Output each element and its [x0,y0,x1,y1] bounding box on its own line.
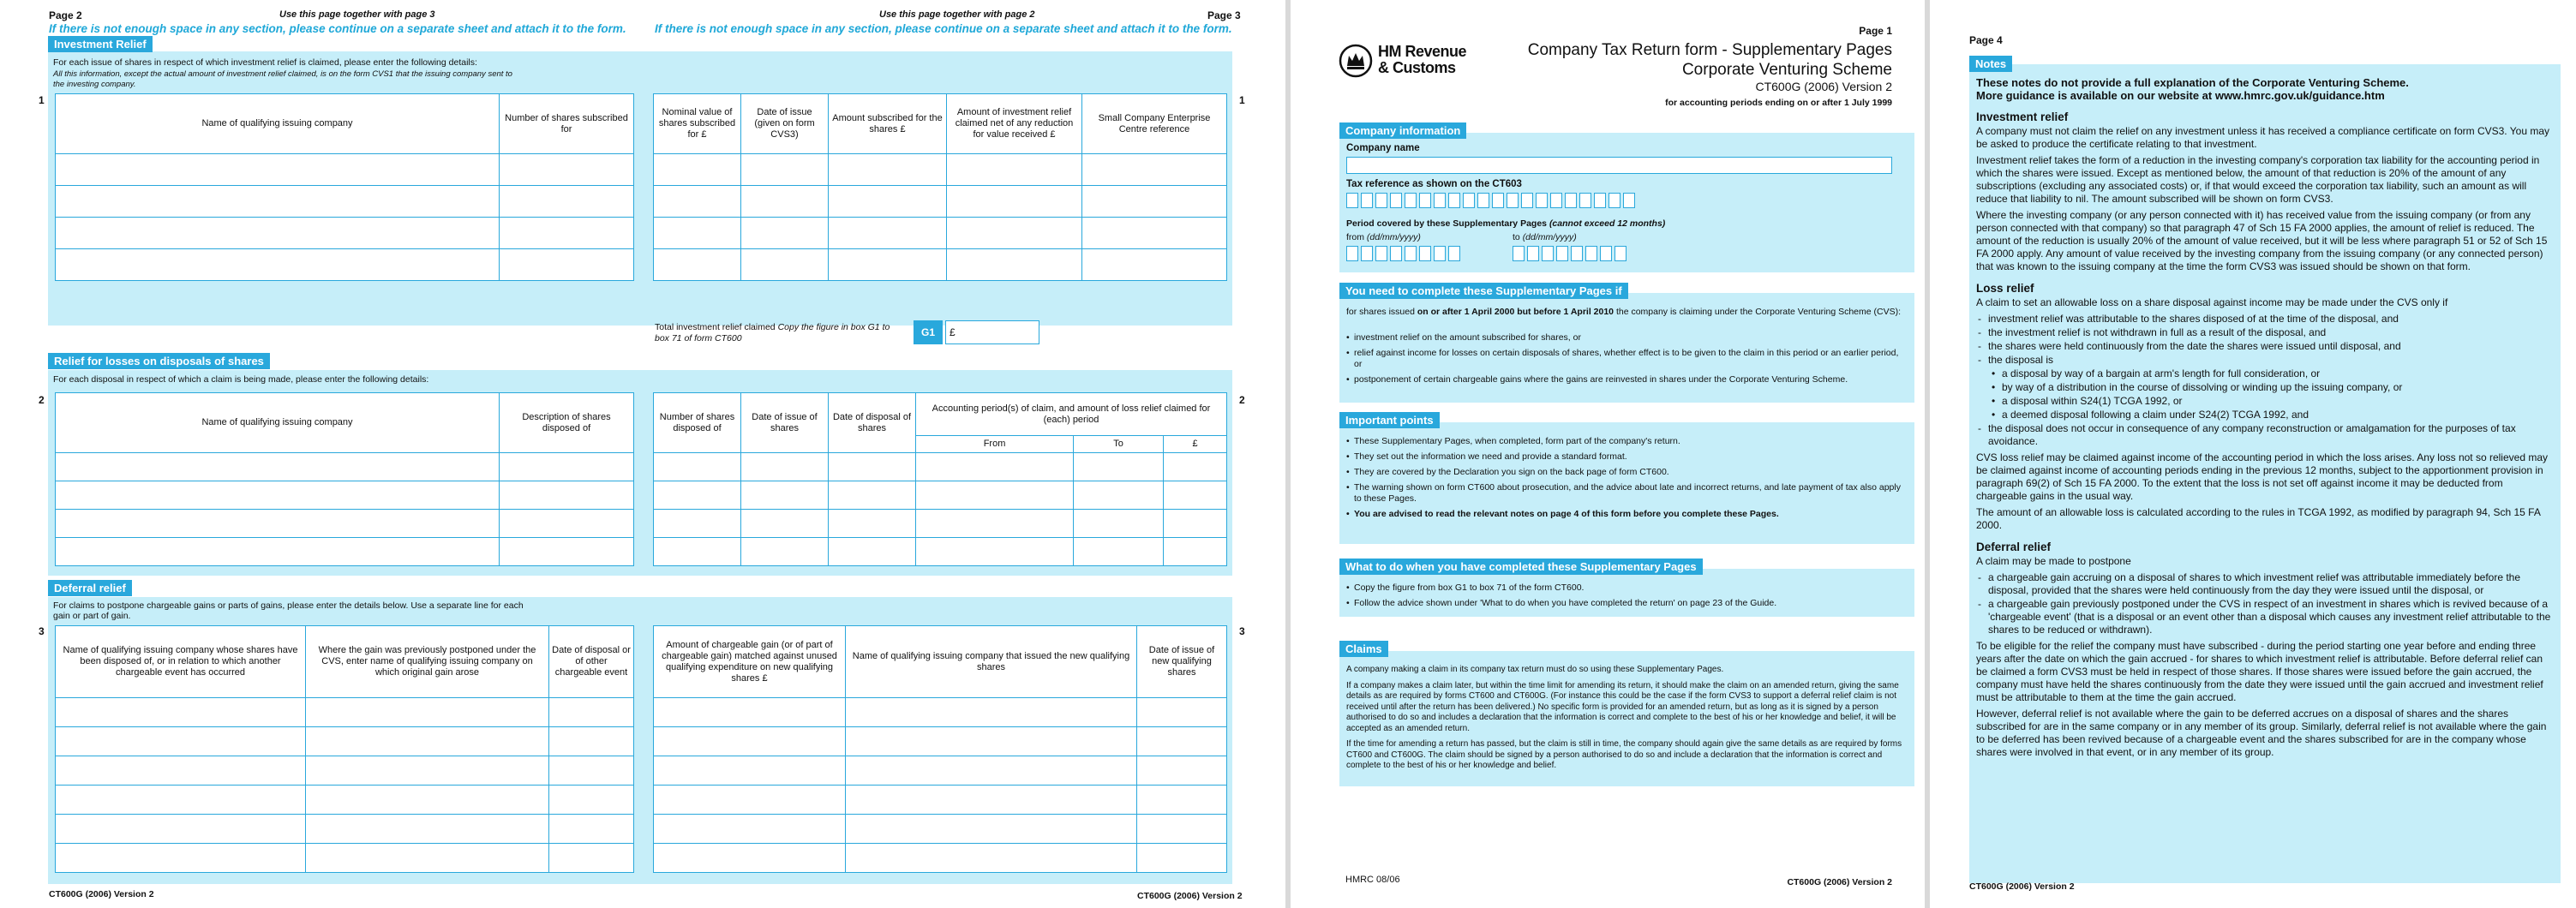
tax-reference-label: Tax reference as shown on the CT603 [1346,179,1522,189]
deferral-relief-title: Deferral relief [48,580,132,596]
company-info-section [1339,124,1914,272]
input-cell[interactable] [654,453,741,481]
input-cell[interactable] [829,510,916,538]
input-cell[interactable] [500,481,634,510]
input-cell[interactable] [947,186,1082,218]
input-cell[interactable] [916,538,1074,566]
input-cell[interactable] [56,815,306,844]
box-g1-input[interactable]: £ [945,320,1039,344]
accounting-periods-note: for accounting periods ending on or after 1 July 1999 [1665,98,1892,108]
input-cell[interactable] [1082,249,1227,281]
investment-relief-heading: Investment relief [1976,111,2069,123]
input-cell[interactable] [500,218,634,249]
col-company-disposed: Name of qualifying issuing company whose shares have been disposed of, or in relation to which another chargeable event has occurred [56,626,306,698]
loss-intro: For each disposal in respect of which a claim is being made, please enter the following details: [53,374,429,385]
tax-reference-input[interactable] [1346,193,1635,208]
important-item: • These Supplementary Pages, when completed, form part of the company's return. [1346,436,1908,447]
input-cell[interactable] [741,186,829,218]
use-with-page-2: Use this page together with page 2 [879,9,1035,20]
input-cell[interactable] [306,815,549,844]
investment-table-left [55,93,634,281]
input-cell[interactable] [846,727,1137,756]
investment-table-right [653,93,1227,281]
deferral-table-right [653,625,1227,873]
input-cell[interactable] [56,186,500,218]
input-cell[interactable] [1074,510,1164,538]
loss-table-right [653,392,1227,566]
investment-intro: For each issue of shares in respect of which investment relief is claimed, please enter the following details: [53,57,477,68]
page-1-label: Page 1 [1859,25,1892,37]
input-cell[interactable] [1137,698,1227,727]
continue-note-left: If there is not enough space in any section, please continue on a separate sheet and attach it to the form. [49,22,626,35]
input-cell[interactable] [916,510,1074,538]
input-cell[interactable] [1164,453,1227,481]
period-from-input[interactable] [1346,246,1460,261]
input-cell[interactable] [654,756,846,786]
what-to-do-item: • Copy the figure from box G1 to box 71 of the form CT600. [1346,582,1908,594]
input-cell[interactable] [306,727,549,756]
col-scec-reference: Small Company Enterprise Centre reference [1082,94,1227,154]
input-cell[interactable] [741,154,829,186]
col-amount-subscribed: Amount subscribed for the shares £ [829,94,947,154]
input-cell[interactable] [56,510,500,538]
input-cell[interactable] [549,786,634,815]
investment-intro-3: the investing company. [53,80,136,89]
col-original-gain-company: Where the gain was previously postponed under the CVS, enter name of qualifying issuing company on which original gain arose [306,626,549,698]
row-number-3-right: 3 [1239,625,1245,637]
input-cell[interactable] [654,218,741,249]
deferral-intro: For claims to postpone chargeable gains or parts of gains, please enter the details below. Use a separate line for each [53,600,524,611]
col-chargeable-gain-amount: Amount of chargeable gain (or of part of chargeable gain) matched against unused qualifying expenditure on new qualifying shares £ [654,626,846,698]
page-4-footer: CT600G (2006) Version 2 [1969,881,2075,892]
claims-section [1339,642,1914,786]
input-cell[interactable] [56,481,500,510]
input-cell[interactable] [846,815,1137,844]
input-cell[interactable] [549,698,634,727]
form-title-1: Company Tax Return form - Supplementary Pages [1527,41,1892,59]
input-cell[interactable] [1082,218,1227,249]
from-label: from (dd/mm/yyyy) [1346,232,1421,242]
input-cell[interactable] [829,249,947,281]
loss-relief-title: Relief for losses on disposals of shares [48,353,270,369]
input-cell[interactable] [829,186,947,218]
col-new-shares-company: Name of qualifying issuing company that issued the new qualifying shares [846,626,1137,698]
input-cell[interactable] [1074,453,1164,481]
col-relief-claimed: Amount of investment relief claimed net of any reduction for value received £ [947,94,1082,154]
input-cell[interactable] [741,218,829,249]
input-cell[interactable] [654,815,846,844]
col-shares-disposed: Number of shares disposed of [654,393,741,453]
page-4 [1930,0,2576,908]
input-cell[interactable] [741,510,829,538]
row-number-3-left: 3 [39,625,45,637]
company-name-input[interactable] [1346,157,1892,174]
input-cell[interactable] [846,844,1137,873]
period-to-input[interactable] [1513,246,1626,261]
col-pound: £ [1164,436,1227,453]
important-item: • They set out the information we need and provide a standard format. [1346,451,1908,463]
col-shares-subscribed: Number of shares subscribed for [500,94,634,154]
page-4-label: Page 4 [1969,34,2003,46]
input-cell[interactable] [741,249,829,281]
loss-relief-section [48,355,1232,576]
input-cell[interactable] [654,698,846,727]
input-cell[interactable] [1137,844,1227,873]
col-date-of-issue: Date of issue (given on form CVS3) [741,94,829,154]
input-cell[interactable] [654,154,741,186]
need-item: • investment relief on the amount subscribed for shares, or [1346,332,1908,343]
col-date-of-disposal: Date of disposal of shares [829,393,916,453]
input-cell[interactable] [500,249,634,281]
input-cell[interactable] [56,844,306,873]
input-cell[interactable] [1074,538,1164,566]
input-cell[interactable] [654,538,741,566]
loss-table-left [55,392,634,566]
input-cell[interactable] [947,218,1082,249]
input-cell[interactable] [846,786,1137,815]
input-cell[interactable] [829,453,916,481]
input-cell[interactable] [500,510,634,538]
to-label: to (dd/mm/yyyy) [1513,232,1577,242]
notes-title: Notes [1969,56,2012,72]
input-cell[interactable] [741,481,829,510]
input-cell[interactable] [500,186,634,218]
input-cell[interactable] [654,186,741,218]
row-number-1-left: 1 [39,94,45,106]
input-cell[interactable] [654,510,741,538]
input-cell[interactable] [741,453,829,481]
footer-left: CT600G (2006) Version 2 [49,889,154,899]
deferral-intro-2: gain or part of gain. [53,611,131,621]
important-points-section [1339,414,1914,544]
total-relief-label: Total investment relief claimed Copy the figure in box G1 to box 71 of form CT600 [655,322,890,343]
input-cell[interactable] [846,698,1137,727]
input-cell[interactable] [1082,154,1227,186]
deferral-relief-section [48,582,1232,884]
col-nominal-value: Nominal value of shares subscribed for £ [654,94,741,154]
company-name-label: Company name [1346,143,1420,153]
input-cell[interactable] [654,727,846,756]
input-cell[interactable] [306,786,549,815]
col-date-of-disposal: Date of disposal or of other chargeable event [549,626,634,698]
input-cell[interactable] [846,756,1137,786]
claims-text: A company making a claim in its company tax return must do so using these Supplementary Pages. If a company makes a claim later, but within the time limit for amending its return, it should make the claim on an amended return, giving the same details as are required by forms CT600 and CT600G. (For instance this could be the case if the form CVS3 to support a deferral relief claim is not received until after the return has been delivered.) No specific form is provided for an amended return, but as long as it is signed by a person authorised to do so and includes a declaration that the information is correct and complete to the best of his or her knowledge and belief, it will be accepted as an amended return. If the time for amending a return has passed, but the claim is still in time, the company should again give the same details as are required by forms CT600 and CT600G. The claim should be signed by a person authorised to do so and include a declaration that the information is correct and complete to the best of his or her knowledge and belief. [1346,665,1902,770]
crown-logo-icon [1339,44,1373,78]
input-cell[interactable] [1137,815,1227,844]
input-cell[interactable] [56,218,500,249]
important-item: • You are advised to read the relevant notes on page 4 of this form before you complete these Pages. [1346,509,1908,520]
input-cell[interactable] [1164,481,1227,510]
investment-intro-2: All this information, except the actual amount of investment relief claimed, is on the form CVS1 that the issuing company sent to [53,69,512,79]
investment-relief-section [48,38,1232,343]
input-cell[interactable] [306,698,549,727]
need-item: • relief against income for losses on certain disposals of shares, whether effect is to be given to the claim in this period or an earlier period, or [1346,348,1908,370]
important-item: • They are covered by the Declaration you sign on the back page of form CT600. [1346,467,1908,478]
deferral-relief-heading: Deferral relief [1976,541,2052,553]
page-1 [1291,0,1925,908]
col-to: To [1074,436,1164,453]
col-description-of-shares: Description of shares disposed of [500,393,634,453]
footer-right: CT600G (2006) Version 2 [1137,891,1243,901]
input-cell[interactable] [654,786,846,815]
use-with-page-3: Use this page together with page 3 [279,9,435,20]
input-cell[interactable] [500,538,634,566]
input-cell[interactable] [306,756,549,786]
row-number-2-right: 2 [1239,394,1245,406]
input-cell[interactable] [1164,510,1227,538]
deferral-table-left [55,625,634,873]
col-issuing-company: Name of qualifying issuing company [56,393,500,453]
continue-note-right: If there is not enough space in any section, please continue on a separate sheet and attach it to the form. [655,22,1232,35]
input-cell[interactable] [829,154,947,186]
input-cell[interactable] [56,453,500,481]
input-cell[interactable] [56,538,500,566]
page-1-footer: CT600G (2006) Version 2 [1787,877,1892,887]
input-cell[interactable] [1074,481,1164,510]
page-2-label: Page 2 [49,9,82,21]
input-cell[interactable] [500,453,634,481]
notes-lead-1: These notes do not provide a full explanation of the Corporate Venturing Scheme. [1976,76,2409,89]
input-cell[interactable] [500,154,634,186]
col-issuing-company: Name of qualifying issuing company [56,94,500,154]
col-from: From [916,436,1074,453]
input-cell[interactable] [829,481,916,510]
loss-relief-heading: Loss relief [1976,282,2034,295]
important-list [1346,436,1908,524]
input-cell[interactable] [56,786,306,815]
input-cell[interactable] [549,815,634,844]
input-cell[interactable] [56,698,306,727]
input-cell[interactable] [741,538,829,566]
form-code: CT600G (2006) Version 2 [1755,80,1892,93]
input-cell[interactable] [1082,186,1227,218]
col-accounting-period: Accounting period(s) of claim, and amount of loss relief claimed for (each) period [916,393,1227,436]
hmrc-logo-text: HM Revenue & Customs [1378,43,1467,76]
important-item: • The warning shown on form CT600 about prosecution, and the advice about late and incorrect returns, and late payment of tax also apply to these Pages. [1346,482,1908,505]
what-to-do-item: • Follow the advice shown under 'What to do when you have completed the return' on page 23 of the Guide. [1346,598,1908,609]
input-cell[interactable] [654,249,741,281]
input-cell[interactable] [947,249,1082,281]
pages-2-3 [0,0,1285,908]
hmrc-date-code: HMRC 08/06 [1345,875,1400,885]
input-cell[interactable] [916,453,1074,481]
what-to-do-section [1339,560,1914,617]
input-cell[interactable] [1137,727,1227,756]
investment-relief-title: Investment Relief [48,36,153,52]
what-to-do-list [1346,582,1908,613]
row-number-1-right: 1 [1239,94,1245,106]
input-cell[interactable] [56,249,500,281]
notes-lead-2: More guidance is available on our website at www.hmrc.gov.uk/guidance.htm [1976,89,2385,102]
input-cell[interactable] [549,727,634,756]
input-cell[interactable] [654,481,741,510]
need-list [1346,332,1908,390]
claims-title: Claims [1339,641,1388,657]
what-to-do-title: What to do when you have completed these Supplementary Pages [1339,559,1703,575]
input-cell[interactable] [829,538,916,566]
input-cell[interactable] [1137,756,1227,786]
period-label: Period covered by these Supplementary Pages (cannot exceed 12 months) [1346,218,1666,229]
input-cell[interactable] [549,844,634,873]
notes-text: These notes do not provide a full explanation of the Corporate Venturing Scheme. More guidance is available on our website at www.hmrc.gov.uk/guidance.htm Investment relief A company must not claim the relief on any investment unless it has received a compliance certificate on form CVS3. You may be asked to produce the certificate relating to that investment. Investment relief takes the form of a reduction in the investing company's corporation tax liability for the accounting period in which the shares were issued. Except as mentioned below, the amount of that reduction is 20% of the amount of any subscriptions (excluding any associated costs) or, if that would exceed the corporation tax liability, such an amount as will reduce that liability to nil. The amount subscribed will be shown on form CVS3. Where the investing company (or any person connected with it) has received value from the issuing company (or from any person connected with that company) so that paragraph 47 of Sch 15 FA 2000 applies, the amount of relief is reduced. The amount of the reduction is usually 20% of the amount of value received, but it will be less where paragraph 51 or 52 of Sch 15 FA 2000 apply. Any amount of value received by the investing company from the issuing company (or any connected person) that was known to the issuing company at the time the form CVS3 was issued should be shown on that form. Loss relief A claim to set an allowable loss on a share disposal against income may be made under the CVS only if - investment relief was attributable to the shares disposed of at the time of the disposal, and - the investment relief is not withdrawn in full as a result of the disposal, and - the shares were held continuously from the date the shares were issued until disposal, and - the disposal is • a disposal by way of a bargain at arm's length for full consideration, or • by way of a distribution in the course of dissolving or winding up the issuing company, or • a disposal within S24(1) TCGA 1992, or • a deemed disposal following a claim under S24(2) TCGA 1992, and - the disposal does not occur in consequence of any company reconstruction or amalgamation for the purposes of tax avoidance. CVS loss relief may be claimed against income of the accounting period in which the loss arises. Any loss not so relieved may be claimed against income of accounting periods ending in the previous 12 months, subject to the apportionment provision in paragraph 69(2) of Sch 15 FA 2000. To the extent that the loss is not set off against income it may be deducted from chargeable gains in the usual way. The amount of an allowable loss is calculated according to the rules in TCGA 1992, as modified by paragraph 94, Sch 15 FA 2000. Deferral relief A claim may be made to postpone - a chargeable gain accruing on a disposal of shares to which investment relief was attributable immediately before the disposal, provided that the shares were held continuously from the day they were issued until the disposal, or - a chargeable gain previously postponed under the CVS in respect of an investment in shares which is revived because of a 'chargeable event' (that is a disposal or an event other than a disposal which causes any investment relief attributable to the shares to be reduced or withdrawn). To be eligible for the relief the company must have subscribed - during the period starting one year before and ending three years after the date on which the gain accrued - for shares to which investment relief is attributable. Before deferral relief can be claimed a form CVS3 must be held in respect of those shares. If those shares were issued before the gain accrued, the company must have held the shares continuously from the date they were issued until the gain accrued and investment relief must be attributable to them at the time the gain accrued. However, deferral relief is not available where the gain to be deferred accrues on a disposal of shares and the shares subscribed for are in the same company or in any member of its group. Similarly, deferral relief is not available where the gain to be deferred has been revived because of a chargeable event and the shares subscribed for are in the company whose shares were involved in that event, or in any member of its group. [1976,76,2555,762]
input-cell[interactable] [56,154,500,186]
input-cell[interactable] [306,844,549,873]
company-info-title: Company information [1339,122,1466,139]
box-g1-label: G1 [914,320,943,344]
form-title-2: Corporate Venturing Scheme [1681,61,1892,79]
col-date-new-shares: Date of issue of new qualifying shares [1137,626,1227,698]
notes-section [1969,57,2561,883]
important-points-title: Important points [1339,412,1440,428]
input-cell[interactable] [916,481,1074,510]
input-cell[interactable] [654,844,846,873]
need-to-complete-section [1339,284,1914,403]
input-cell[interactable] [1137,786,1227,815]
input-cell[interactable] [549,756,634,786]
need-item: • postponement of certain chargeable gains where the gains are reinvested in shares under the Corporate Venturing Scheme. [1346,374,1908,385]
row-number-2-left: 2 [39,394,45,406]
input-cell[interactable] [829,218,947,249]
need-to-complete-title: You need to complete these Supplementary Pages if [1339,283,1628,299]
need-intro: for shares issued on or after 1 April 2000 but before 1 April 2010 the company is claiming under the Corporate Venturing Scheme (CVS): [1346,307,1902,317]
input-cell[interactable] [947,154,1082,186]
input-cell[interactable] [56,727,306,756]
input-cell[interactable] [1164,538,1227,566]
page-3-label: Page 3 [1207,9,1241,21]
col-date-of-issue: Date of issue of shares [741,393,829,453]
input-cell[interactable] [56,756,306,786]
